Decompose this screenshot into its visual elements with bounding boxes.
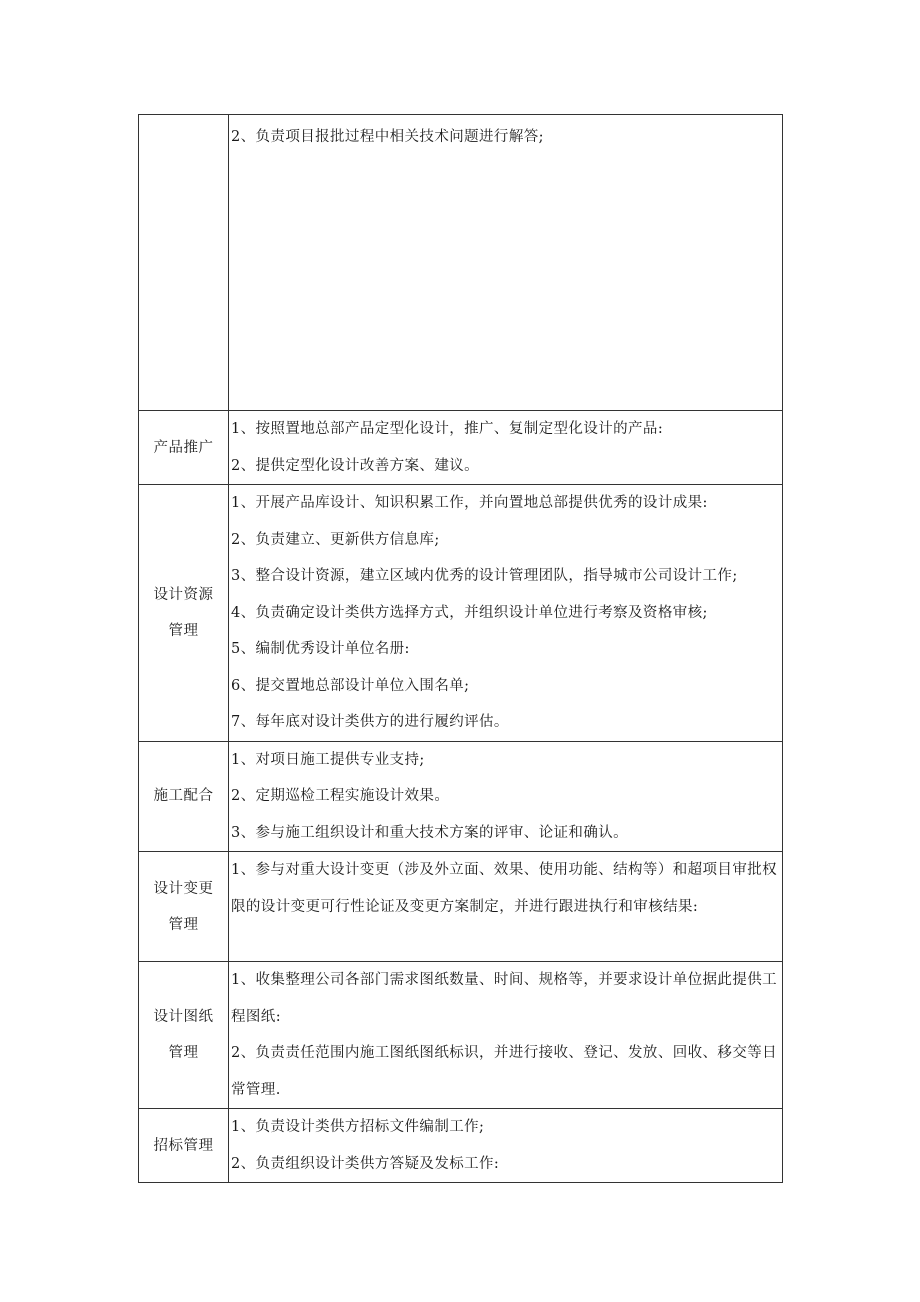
category-label: 施工配合: [153, 788, 214, 805]
duty-item: 3、整合设计资源，建立区域内优秀的设计管理团队，指导城市公司设计工作;: [231, 568, 738, 584]
duty-item: 3、参与施工组织设计和重大技术方案的评审、论证和确认。: [231, 824, 629, 841]
category-cell-product-promotion: [139, 411, 229, 485]
table-row: [139, 741, 783, 852]
description-cell: [229, 852, 783, 962]
category-label: 设计变更: [153, 880, 214, 897]
table-row: [139, 411, 783, 485]
table-row: [139, 485, 783, 742]
category-label: 招标管理: [153, 1137, 214, 1154]
description-cell: [229, 1109, 783, 1183]
duty-item: 6、提交置地总部设计单位入围名单;: [231, 677, 470, 694]
table-row: [139, 962, 783, 1109]
table-row: [139, 115, 783, 411]
duty-item: 1、按照置地总部产品定型化设计，推广、复制定型化设计的产品:: [231, 421, 664, 437]
description-cell: [229, 115, 783, 411]
category-label: 设计资源: [153, 586, 214, 603]
category-label: 设计图纸: [153, 1009, 214, 1025]
category-cell-construction: [139, 741, 229, 852]
duty-item: 2、负责组织设计类供方答疑及发标工作:: [231, 1155, 500, 1172]
duty-item: 2、提供定型化设计改善方案、建议。: [231, 457, 480, 474]
duty-item: 2、负责项目报批过程中相关技术问题进行解答;: [231, 129, 544, 145]
duty-item: 1、对项日施工提供专业支持;: [231, 751, 425, 768]
description-cell: [229, 411, 783, 485]
table-row: [139, 852, 783, 962]
category-cell-empty: [139, 115, 229, 411]
duty-item: 1、负责设计类供方招标文件编制工作;: [231, 1119, 485, 1135]
duty-item: 1、收集整理公司各部门需求图纸数量、时间、规格等，并要求设计单位据此提供工程图纸:: [231, 972, 778, 1025]
category-cell-design-resource: [139, 485, 229, 742]
duty-item: 2、负责建立、更新供方信息库;: [231, 531, 440, 548]
duty-item: 1、开展产品库设计、知识积累工作，并向置地总部提供优秀的设计成果:: [231, 495, 708, 511]
category-label: 管理: [168, 622, 199, 639]
duty-item: 7、每年底对设计类供方的进行履约评估。: [231, 714, 509, 730]
duty-item: 1、参与对重大设计变更（涉及外立面、效果、使用功能、结构等）和超项目审批权限的设计变更可行性论证及变更方案制定，并进行跟进执行和审核结果:: [231, 862, 778, 915]
category-label: 管理: [168, 1045, 199, 1061]
category-label: 产品推广: [153, 439, 214, 456]
duty-item: 2、定期巡检工程实施设计效果。: [231, 788, 450, 804]
description-cell: [229, 485, 783, 742]
duty-item: 5、编制优秀设计单位名册:: [231, 641, 410, 657]
category-label: 管理: [168, 916, 199, 933]
duty-item: 4、负责确定设计类供方选择方式，并组织设计单位进行考察及资格审核;: [231, 604, 708, 621]
responsibility-table: [138, 114, 783, 1183]
category-cell-design-change: [139, 852, 229, 962]
description-cell: [229, 962, 783, 1109]
table-row: [139, 1109, 783, 1183]
duty-item: 2、负责责任范围内施工图纸图纸标识，并进行接收、登记、发放、回收、移交等日常管理.: [231, 1045, 778, 1098]
category-cell-bidding: [139, 1109, 229, 1183]
category-cell-drawing-management: [139, 962, 229, 1109]
description-cell: [229, 741, 783, 852]
